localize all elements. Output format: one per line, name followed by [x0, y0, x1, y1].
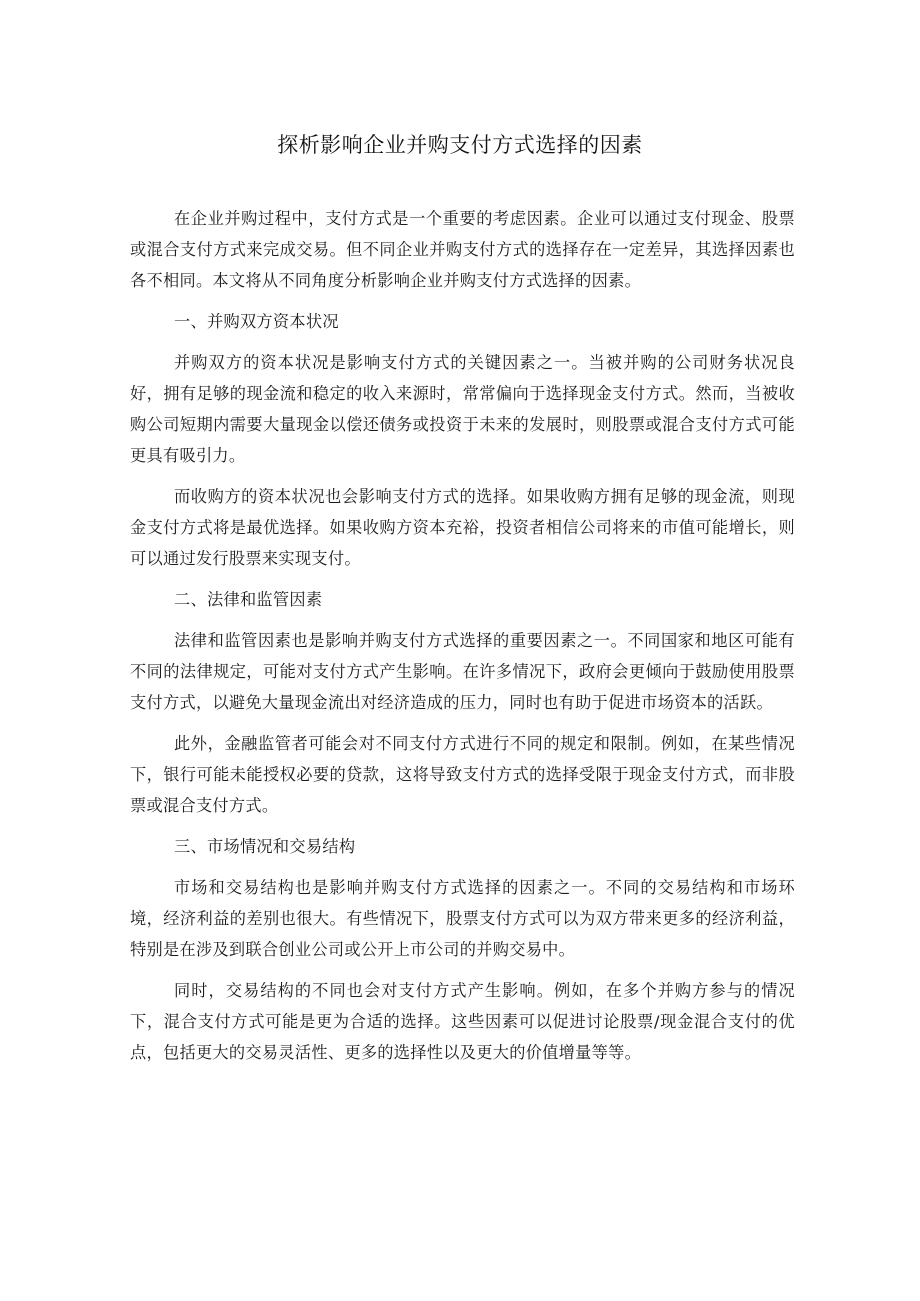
section-heading-1: 一、并购双方资本状况	[174, 312, 339, 331]
section-heading-3: 三、市场情况和交易结构	[174, 837, 356, 856]
paragraph-3a: 市场和交易结构也是影响并购支付方式选择的因素之一。不同的交易结构和市场环境，经济利益的差别也很大。有些情况下，股票支付方式可以为双方带来更多的经济利益，特别是在涉及到联合创业公司或公开上市公司的并购交易中。	[130, 878, 795, 959]
paragraph-intro: 在企业并购过程中，支付方式是一个重要的考虑因素。企业可以通过支付现金、股票或混合支付方式来完成交易。但不同企业并购支付方式的选择存在一定差异，其选择因素也各不相同。本文将从不同角度分析影响企业并购支付方式选择的因素。	[130, 209, 795, 290]
paragraph-1b: 而收购方的资本状况也会影响支付方式的选择。如果收购方拥有足够的现金流，则现金支付方式将是最优选择。如果收购方资本充裕，投资者相信公司将来的市值可能增长，则可以通过发行股票来实现支付。	[130, 487, 795, 568]
document-title: 探析影响企业并购支付方式选择的因素	[277, 133, 643, 157]
document-body	[130, 203, 795, 1078]
paragraph-3b: 同时，交易结构的不同也会对支付方式产生影响。例如，在多个并购方参与的情况下，混合支付方式可能是更为合适的选择。这些因素可以促进讨论股票/现金混合支付的优点，包括更大的交易灵活性、更多的选择性以及更大的价值增量等等。	[130, 981, 795, 1062]
paragraph-2a: 法律和监管因素也是影响并购支付方式选择的重要因素之一。不同国家和地区可能有不同的法律规定，可能对支付方式产生影响。在许多情况下，政府会更倾向于鼓励使用股票支付方式，以避免大量现金流出对经济造成的压力，同时也有助于促进市场资本的活跃。	[130, 631, 795, 712]
paragraph-1a: 并购双方的资本状况是影响支付方式的关键因素之一。当被并购的公司财务状况良好，拥有足够的现金流和稳定的收入来源时，常常偏向于选择现金支付方式。然而，当被收购公司短期内需要大量现金以偿还债务或投资于未来的发展时，则股票或混合支付方式可能更具有吸引力。	[130, 353, 795, 465]
paragraph-2b: 此外，金融监管者可能会对不同支付方式进行不同的规定和限制。例如，在某些情况下，银行可能未能授权必要的贷款，这将导致支付方式的选择受限于现金支付方式，而非股票或混合支付方式。	[130, 734, 795, 815]
section-heading-2: 二、法律和监管因素	[174, 590, 323, 609]
